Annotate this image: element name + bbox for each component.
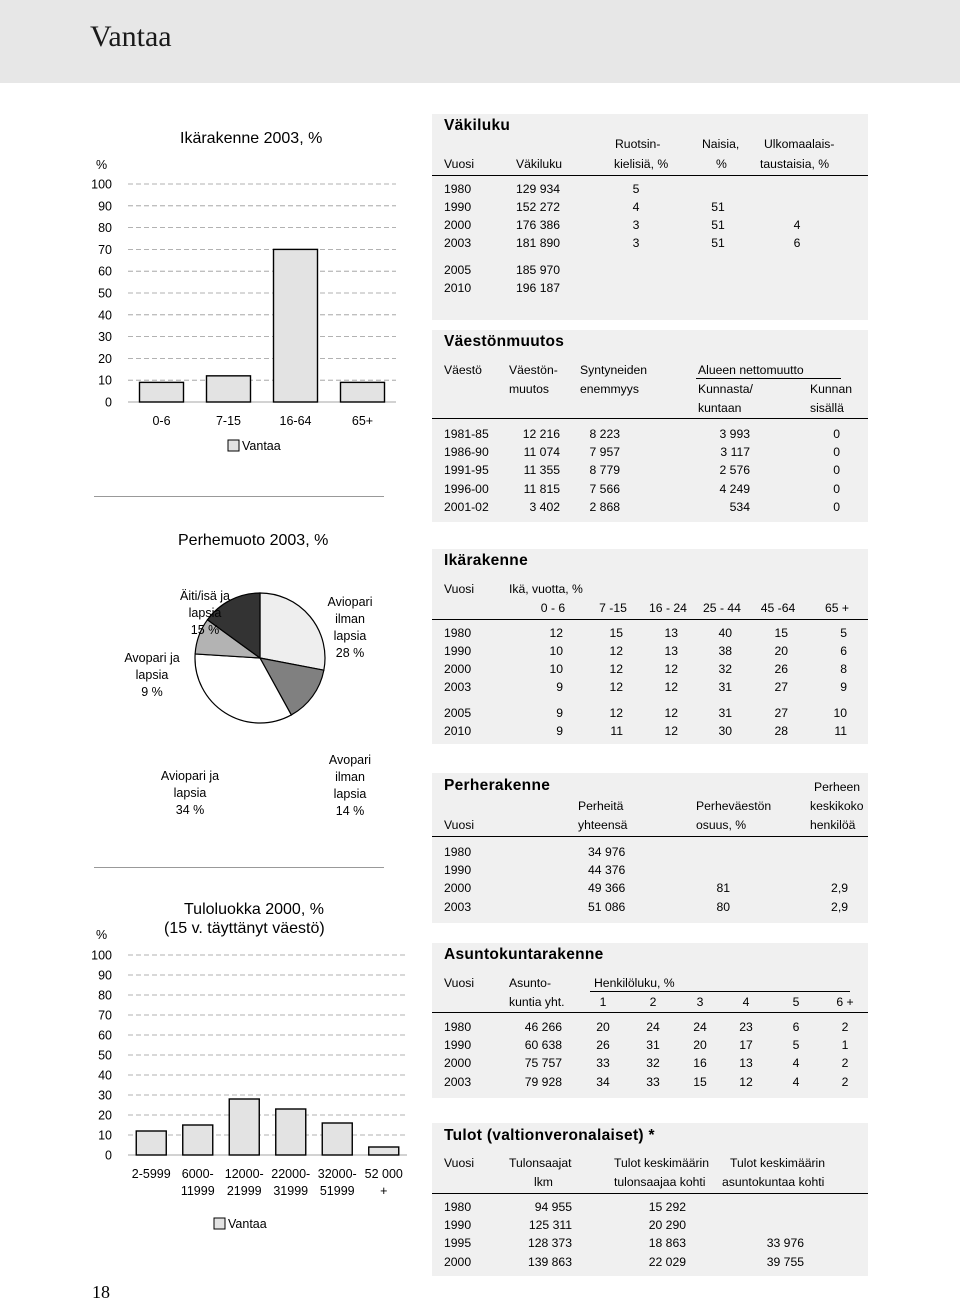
income-header: asuntokuntaa kohti [722, 1175, 825, 1189]
column-header: 45 -64 [760, 601, 796, 615]
table-cell: 12 [664, 680, 678, 694]
table-cell: 2003 [444, 236, 472, 250]
table-cell: 176 386 [516, 218, 561, 232]
bar [341, 382, 385, 402]
family-header: Perheen [814, 780, 861, 794]
table-cell: 2010 [444, 724, 472, 738]
table-cell: 30 [718, 724, 732, 738]
income-header: Vuosi [444, 1156, 475, 1170]
table-cell: 11 815 [523, 481, 560, 496]
table-cell: 32 [718, 662, 732, 676]
table-cell: 12 216 [522, 427, 560, 441]
pie-label-line: ilman [335, 770, 365, 784]
x-tick-label: 52 000 [364, 1167, 403, 1181]
table-cell: 3 [632, 218, 640, 232]
y-tick-label: 90 [98, 199, 112, 214]
table-cell: 46 266 [524, 1020, 562, 1034]
table-cell: 2003 [444, 899, 472, 914]
table-cell: 26 [774, 662, 788, 676]
table-cell: 196 187 [516, 281, 561, 295]
y-axis-label: % [96, 158, 108, 172]
family-header: Vuosi [444, 818, 475, 832]
table-cell: 8 223 [589, 427, 620, 441]
change-header: Kunnasta/ [698, 382, 753, 396]
population-header: Väkiluku [516, 157, 563, 171]
table-cell: 51 [711, 218, 725, 232]
x-tick-label: + [380, 1184, 388, 1198]
x-tick-label: 0-6 [152, 414, 171, 428]
table-cell: 2010 [444, 281, 472, 295]
table-cell: 12 [549, 626, 563, 640]
table-cell: 2 [841, 1074, 849, 1089]
y-tick-label: 30 [98, 1088, 112, 1103]
table-cell: 181 890 [516, 236, 561, 250]
table-cell: 27 [774, 706, 788, 720]
table-cell: 38 [718, 644, 732, 658]
column-header: 16 - 24 [649, 601, 687, 615]
table-cell: 2000 [444, 662, 472, 676]
household-header: Vuosi [444, 976, 475, 990]
table-cell: 1990 [444, 200, 472, 214]
household-header: Henkilöluku, % [594, 976, 675, 990]
table-cell: 0 [833, 463, 840, 478]
population-header-rule [432, 175, 868, 176]
y-tick-label: 60 [98, 264, 112, 279]
table-cell: 9 [840, 680, 847, 694]
table-cell: 51 [711, 236, 725, 250]
change-header: Väestö [444, 363, 482, 377]
change-header: Väestön- [509, 363, 558, 377]
family-title: Perherakenne [444, 777, 551, 794]
pie-label-line: lapsia [333, 787, 367, 801]
income-header: Tulot keskimäärin [730, 1156, 826, 1170]
pie-label-aviopari-ja [150, 768, 230, 819]
pie-label-line: Avopari ja [124, 651, 180, 665]
change-header-rule [432, 418, 868, 419]
age-chart-svg [88, 150, 418, 500]
table-cell: 10 [833, 706, 847, 720]
pie-label-line: Aviopari ja [160, 769, 220, 783]
table-cell: 15 [774, 626, 788, 640]
table-cell: 3 117 [720, 445, 750, 460]
table-cell: 6 [793, 236, 801, 250]
table-cell: 2001-02 [444, 499, 489, 514]
table-cell: 28 [774, 724, 788, 738]
x-tick-label: 51999 [319, 1184, 355, 1198]
table-cell: 31 [646, 1038, 660, 1053]
change-header: enemmyys [580, 382, 639, 396]
bar [276, 1109, 306, 1155]
table-cell: 2000 [444, 218, 472, 232]
legend-label: Vantaa [242, 439, 281, 453]
table-cell: 1986-90 [444, 445, 489, 460]
table-cell: 5 [632, 182, 640, 196]
table-cell: 15 [609, 626, 623, 640]
y-tick-label: 60 [98, 1028, 112, 1043]
legend-swatch [228, 440, 239, 451]
population-header: kielisiä, % [614, 157, 669, 171]
table-cell: 79 928 [524, 1074, 562, 1089]
x-tick-label: 2-5999 [131, 1167, 171, 1181]
table-cell: 8 [840, 662, 847, 676]
table-cell: 3 [632, 236, 640, 250]
page-header [0, 0, 960, 83]
household-header: kuntia yht. [509, 995, 565, 1009]
table-cell: 94 955 [534, 1200, 572, 1214]
table-cell: 11 [834, 724, 847, 738]
table-cell: 16 [693, 1056, 707, 1071]
family-chart-title: Perhemuoto 2003, % [178, 532, 329, 549]
income-chart-subtitle: (15 v. täyttänyt väestö) [164, 920, 325, 937]
column-header: 5 [792, 995, 800, 1009]
bar [322, 1123, 352, 1155]
y-tick-label: 40 [98, 1068, 112, 1083]
table-cell: 49 366 [588, 881, 626, 896]
y-tick-label: 20 [98, 1108, 112, 1123]
table-cell: 17 [739, 1038, 753, 1053]
table-cell: 0 [833, 481, 840, 496]
population-header: Ulkomaalais- [764, 137, 835, 151]
table-cell: 12 [664, 724, 678, 738]
column-header: 25 - 44 [703, 601, 741, 615]
table-cell: 10 [549, 644, 563, 658]
change-subheader-rule [696, 378, 841, 379]
x-tick-label: 31999 [273, 1184, 309, 1198]
household-subheader-rule [590, 991, 850, 992]
table-cell: 40 [718, 626, 732, 640]
table-cell: 9 [556, 706, 563, 720]
column-header: 0 - 6 [540, 601, 566, 615]
pie-label-avopari-ja [112, 650, 192, 701]
legend-swatch [214, 1218, 225, 1229]
table-cell: 33 [596, 1056, 610, 1071]
y-tick-label: 90 [98, 968, 112, 983]
x-tick-label: 6000- [181, 1167, 214, 1181]
table-cell: 23 [739, 1020, 753, 1034]
table-cell: 2005 [444, 263, 472, 277]
table-cell: 5 [792, 1038, 800, 1053]
table-cell: 4 [792, 1056, 800, 1071]
table-cell: 1980 [444, 1020, 472, 1034]
table-cell: 75 757 [524, 1056, 562, 1071]
y-tick-label: 80 [98, 221, 112, 236]
table-cell: 0 [833, 427, 840, 441]
table-cell: 152 272 [516, 200, 561, 214]
y-axis-label: % [96, 928, 108, 942]
bar [274, 249, 318, 402]
pie-label-line: 28 % [335, 646, 365, 660]
y-tick-label: 30 [98, 330, 112, 345]
y-tick-label: 70 [98, 1008, 112, 1023]
table-cell: 2000 [444, 1254, 472, 1269]
table-cell: 1980 [444, 182, 472, 196]
column-header: 4 [742, 995, 750, 1009]
bar [369, 1147, 399, 1155]
pie-label-aviopari-ilman [318, 594, 382, 662]
x-tick-label: 32000- [317, 1167, 357, 1181]
table-cell: 139 863 [527, 1254, 572, 1269]
household-header-rule [432, 1012, 868, 1013]
pie-label-line: Aviopari [327, 595, 373, 609]
family-header: keskikoko [810, 799, 864, 813]
table-cell: 2 576 [719, 463, 750, 478]
y-tick-label: 70 [98, 242, 112, 257]
household-header: Asunto- [509, 976, 552, 990]
family-header: yhteensä [578, 818, 628, 832]
table-cell: 1981-85 [444, 427, 489, 441]
table-cell: 12 [609, 680, 623, 694]
table-cell: 81 [716, 881, 730, 896]
age-header: Ikä, vuotta, % [509, 582, 583, 596]
change-header: Syntyneiden [580, 363, 648, 377]
pie-label-avopari-ilman [318, 752, 382, 820]
y-tick-label: 20 [98, 351, 112, 366]
y-tick-label: 50 [98, 1048, 112, 1063]
y-tick-label: 0 [105, 395, 112, 410]
change-header: muutos [509, 382, 549, 396]
table-cell: 6 [792, 1020, 800, 1034]
table-cell: 128 373 [527, 1236, 572, 1251]
table-cell: 34 [596, 1074, 610, 1089]
income-title: Tulot (valtionveronalaiset) * [444, 1127, 655, 1144]
table-cell: 2,9 [831, 899, 848, 914]
pie-label-line: Äiti/isä ja [179, 589, 231, 603]
pie-label-line: lapsia [333, 629, 367, 643]
table-cell: 20 [693, 1038, 707, 1053]
table-cell: 8 779 [589, 463, 620, 478]
table-cell: 1990 [444, 644, 472, 658]
table-cell: 51 086 [588, 899, 626, 914]
x-tick-label: 21999 [226, 1184, 262, 1198]
pie-label-line: 14 % [335, 804, 365, 818]
income-chart-svg [88, 925, 418, 1235]
table-cell: 22 029 [648, 1254, 686, 1269]
income-header: Tulonsaajat [509, 1156, 572, 1170]
table-cell: 44 376 [588, 863, 626, 878]
table-cell: 11 [610, 724, 623, 738]
table-cell: 12 [609, 706, 623, 720]
table-cell: 3 402 [529, 499, 560, 514]
table-cell: 185 970 [516, 263, 561, 277]
pie-label-line: Avopari [328, 753, 372, 767]
table-cell: 26 [596, 1038, 610, 1053]
pie-label-line: 34 % [175, 803, 205, 817]
age-header-rule [432, 619, 868, 620]
population-header: Naisia, [702, 137, 740, 151]
table-cell: 1996-00 [444, 481, 489, 496]
table-cell: 5 [840, 626, 847, 640]
table-cell: 2 [841, 1020, 849, 1034]
pie-label-line: lapsia [135, 668, 169, 682]
pie-label-line: ilman [335, 612, 365, 626]
column-header: 3 [696, 995, 704, 1009]
legend-label: Vantaa [228, 1217, 267, 1231]
column-header: 2 [649, 995, 657, 1009]
income-header: Tulot keskimäärin [614, 1156, 710, 1170]
table-cell: 15 [693, 1074, 707, 1089]
table-cell: 31 [718, 706, 732, 720]
table-cell: 9 [556, 724, 563, 738]
x-tick-label: 16-64 [279, 414, 312, 428]
table-cell: 20 290 [648, 1218, 686, 1233]
table-cell: 11 074 [523, 445, 560, 460]
table-cell: 33 [646, 1074, 660, 1089]
table-cell: 13 [664, 644, 678, 658]
table-cell: 39 755 [766, 1254, 804, 1269]
pie-label-aiti-isa [162, 588, 248, 639]
column-header: 7 -15 [599, 601, 627, 615]
age-chart-title: Ikärakenne 2003, % [180, 130, 323, 147]
table-cell: 1990 [444, 863, 472, 878]
table-cell: 12 [609, 662, 623, 676]
table-cell: 1990 [444, 1218, 472, 1233]
bar [136, 1131, 166, 1155]
table-cell: 4 [792, 1074, 800, 1089]
table-cell: 125 311 [528, 1218, 572, 1233]
table-cell: 20 [596, 1020, 610, 1034]
table-cell: 1990 [444, 1038, 472, 1053]
pie-label-line: 9 % [141, 685, 163, 699]
table-cell: 15 292 [648, 1200, 686, 1214]
table-cell: 129 934 [516, 182, 561, 196]
population-title: Väkiluku [444, 117, 511, 134]
table-cell: 12 [664, 662, 678, 676]
table-cell: 12 [664, 706, 678, 720]
table-cell: 27 [774, 680, 788, 694]
table-cell: 20 [774, 644, 788, 658]
table-cell: 60 638 [524, 1038, 562, 1053]
table-cell: 7 566 [589, 481, 620, 496]
table-cell: 80 [716, 899, 730, 914]
change-header: Alueen nettomuutto [698, 363, 804, 377]
divider-left-mid [94, 867, 384, 868]
pie-label-line: lapsia [173, 786, 207, 800]
table-cell: 0 [833, 499, 840, 514]
y-tick-label: 100 [91, 177, 112, 192]
table-cell: 12 [739, 1074, 753, 1089]
table-cell: 13 [664, 626, 678, 640]
table-cell: 24 [693, 1020, 707, 1034]
income-header: tulonsaajaa kohti [614, 1175, 706, 1189]
y-tick-label: 40 [98, 308, 112, 323]
x-tick-label: 12000- [224, 1167, 264, 1181]
table-cell: 32 [646, 1056, 660, 1071]
table-cell: 24 [646, 1020, 660, 1034]
bar [229, 1099, 259, 1155]
table-cell: 2005 [444, 706, 472, 720]
y-tick-label: 50 [98, 286, 112, 301]
y-tick-label: 0 [105, 1148, 112, 1163]
table-cell: 2000 [444, 881, 472, 896]
table-cell: 34 976 [588, 845, 626, 859]
pie-label-line: lapsia [188, 606, 222, 620]
column-header: 1 [599, 995, 607, 1009]
y-tick-label: 100 [91, 948, 112, 963]
table-cell: 1980 [444, 845, 472, 859]
table-cell: 1980 [444, 626, 472, 640]
table-cell: 12 [609, 644, 623, 658]
income-header-rule [432, 1193, 868, 1194]
table-cell: 31 [718, 680, 732, 694]
table-cell: 51 [711, 200, 725, 214]
table-cell: 11 355 [523, 463, 560, 478]
change-header: sisällä [810, 401, 844, 415]
y-tick-label: 80 [98, 988, 112, 1003]
table-cell: 2,9 [831, 881, 848, 896]
page-title: Vantaa [90, 20, 172, 53]
column-header: 65 + [824, 601, 850, 615]
table-cell: 4 249 [719, 481, 750, 496]
table-cell: 6 [840, 644, 847, 658]
x-tick-label: 7-15 [215, 414, 242, 428]
family-header: henkilöä [810, 818, 856, 832]
table-cell: 13 [739, 1056, 753, 1071]
bar [207, 376, 251, 402]
table-cell: 1991-95 [444, 463, 489, 478]
population-header: taustaisia, % [760, 157, 830, 171]
household-title: Asuntokuntarakenne [444, 946, 604, 963]
population-change-title: Väestönmuutos [444, 333, 565, 350]
column-header: 6 + [836, 995, 854, 1009]
table-cell: 1 [841, 1038, 849, 1053]
family-header: osuus, % [696, 818, 747, 832]
table-cell: 534 [729, 499, 750, 514]
x-tick-label: 65+ [351, 414, 374, 428]
page-number: 18 [92, 1282, 110, 1302]
y-tick-label: 10 [98, 373, 112, 388]
pie-label-line: 15 % [190, 623, 220, 637]
table-cell: 1995 [444, 1236, 472, 1251]
income-header: lkm [534, 1175, 553, 1189]
table-cell: 2000 [444, 1056, 472, 1071]
family-header-rule [432, 836, 868, 837]
table-cell: 7 957 [589, 445, 620, 460]
change-header: Kunnan [810, 382, 853, 396]
population-header: Vuosi [444, 157, 475, 171]
table-cell: 2003 [444, 680, 472, 694]
family-panel-bg [432, 773, 868, 923]
table-cell: 4 [632, 200, 640, 214]
bar [183, 1125, 213, 1155]
table-cell: 4 [793, 218, 801, 232]
change-header: kuntaan [698, 401, 742, 415]
pie-slice [260, 593, 325, 670]
table-cell: 18 863 [648, 1236, 686, 1251]
x-tick-label: 22000- [271, 1167, 311, 1181]
table-cell: 10 [549, 662, 563, 676]
table-cell: 9 [556, 680, 563, 694]
table-cell: 33 976 [766, 1236, 804, 1251]
family-header: Perheitä [578, 799, 624, 813]
population-header: Ruotsin- [615, 137, 661, 151]
age-header: Vuosi [444, 582, 475, 596]
age-title: Ikärakenne [444, 552, 528, 569]
table-cell: 2 868 [589, 499, 620, 514]
table-cell: 1980 [444, 1200, 472, 1214]
y-tick-label: 10 [98, 1128, 112, 1143]
table-cell: 3 993 [719, 427, 750, 441]
x-tick-label: 11999 [180, 1184, 215, 1198]
population-header: % [716, 157, 727, 171]
income-chart-title: Tuloluokka 2000, % [184, 901, 324, 918]
table-cell: 0 [833, 445, 840, 460]
bar [140, 382, 184, 402]
table-cell: 2003 [444, 1074, 472, 1089]
table-cell: 2 [841, 1056, 849, 1071]
family-header: Perheväestön [696, 799, 772, 813]
